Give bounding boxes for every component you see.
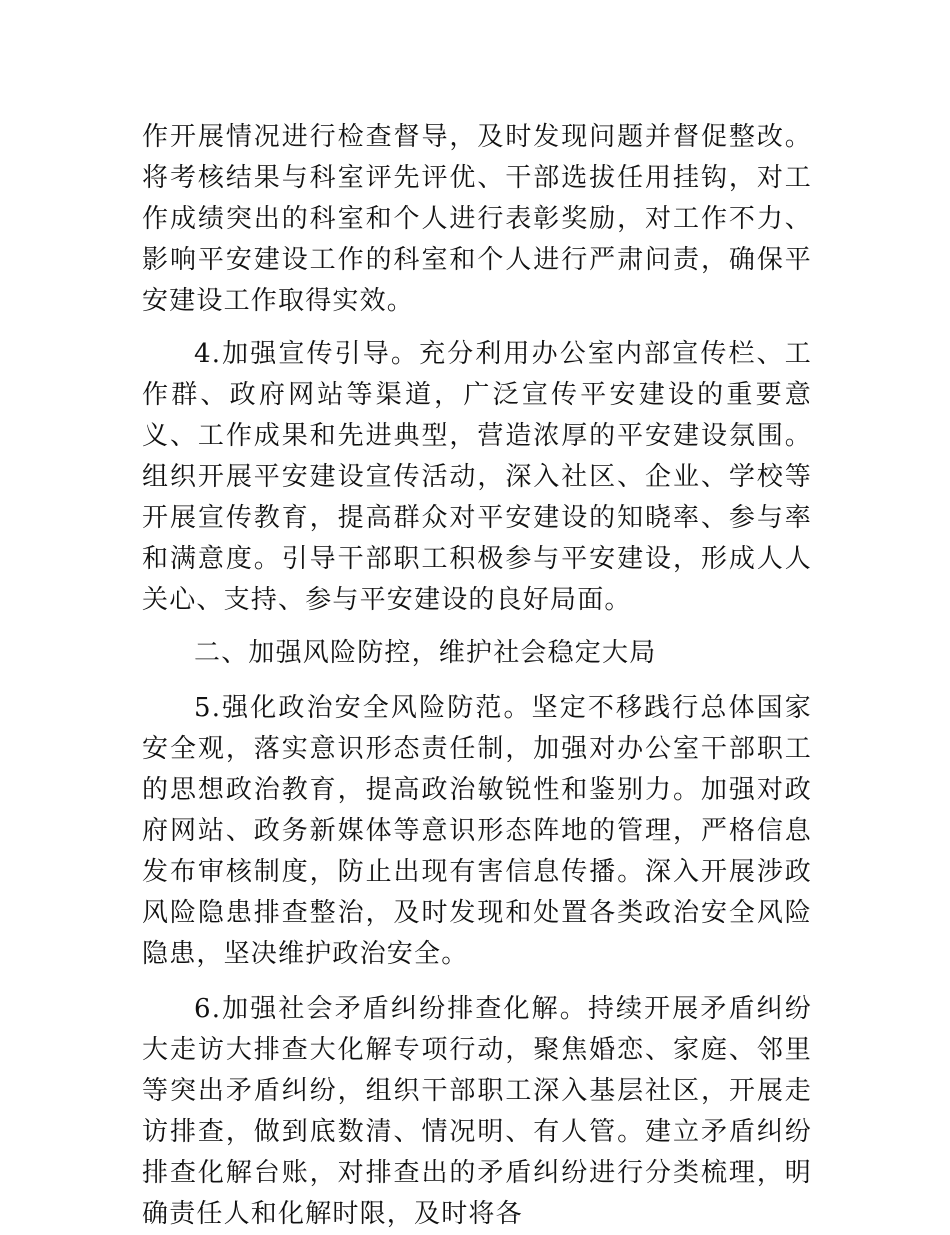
paragraph-item-5: 5.强化政治安全风险防范。坚定不移践行总体国家安全观，落实意识形态责任制，加强对办公室干部职工的思想政治教育，提高政治敏锐性和鉴别力。加强对政府网站、政务新媒体等意识形态阵地的管理，严格信息发布审核制度，防止出现有害信息传播。深入开展涉政风险隐患排查整治，及时发现和处置各类政治安全风险隐患，坚决维护政治安全。 — [142, 693, 812, 969]
paragraph-item-4: 4.加强宣传引导。充分利用办公室内部宣传栏、工作群、政府网站等渠道，广泛宣传平安建设的重要意义、工作成果和先进典型，营造浓厚的平安建设氛围。组织开展平安建设宣传活动，深入社区、企业、学校等开展宣传教育，提高群众对平安建设的知晓率、参与率和满意度。引导干部职工积极参与平安建设，形成人人关心、支持、参与平安建设的良好局面。 — [142, 339, 812, 615]
paragraph-item-6: 6.加强社会矛盾纠纷排查化解。持续开展矛盾纠纷大走访大排查大化解专项行动，聚焦婚恋、家庭、邻里等突出矛盾纠纷，组织干部职工深入基层社区，开展走访排查，做到底数清、情况明、有人管。建立矛盾纠纷排查化解台账，对排查出的矛盾纠纷进行分类梳理，明确责任人和化解时限，及时将各 — [142, 994, 812, 1229]
document-body — [142, 117, 812, 1235]
paragraph-continued: 作开展情况进行检查督导，及时发现问题并督促整改。将考核结果与科室评先评优、干部选拔任用挂钩，对工作成绩突出的科室和个人进行表彰奖励，对工作不力、影响平安建设工作的科室和个人进行严肃问责，确保平安建设工作取得实效。 — [142, 122, 812, 316]
section-heading-2: 二、加强风险防控，维护社会稳定大局 — [194, 638, 657, 668]
